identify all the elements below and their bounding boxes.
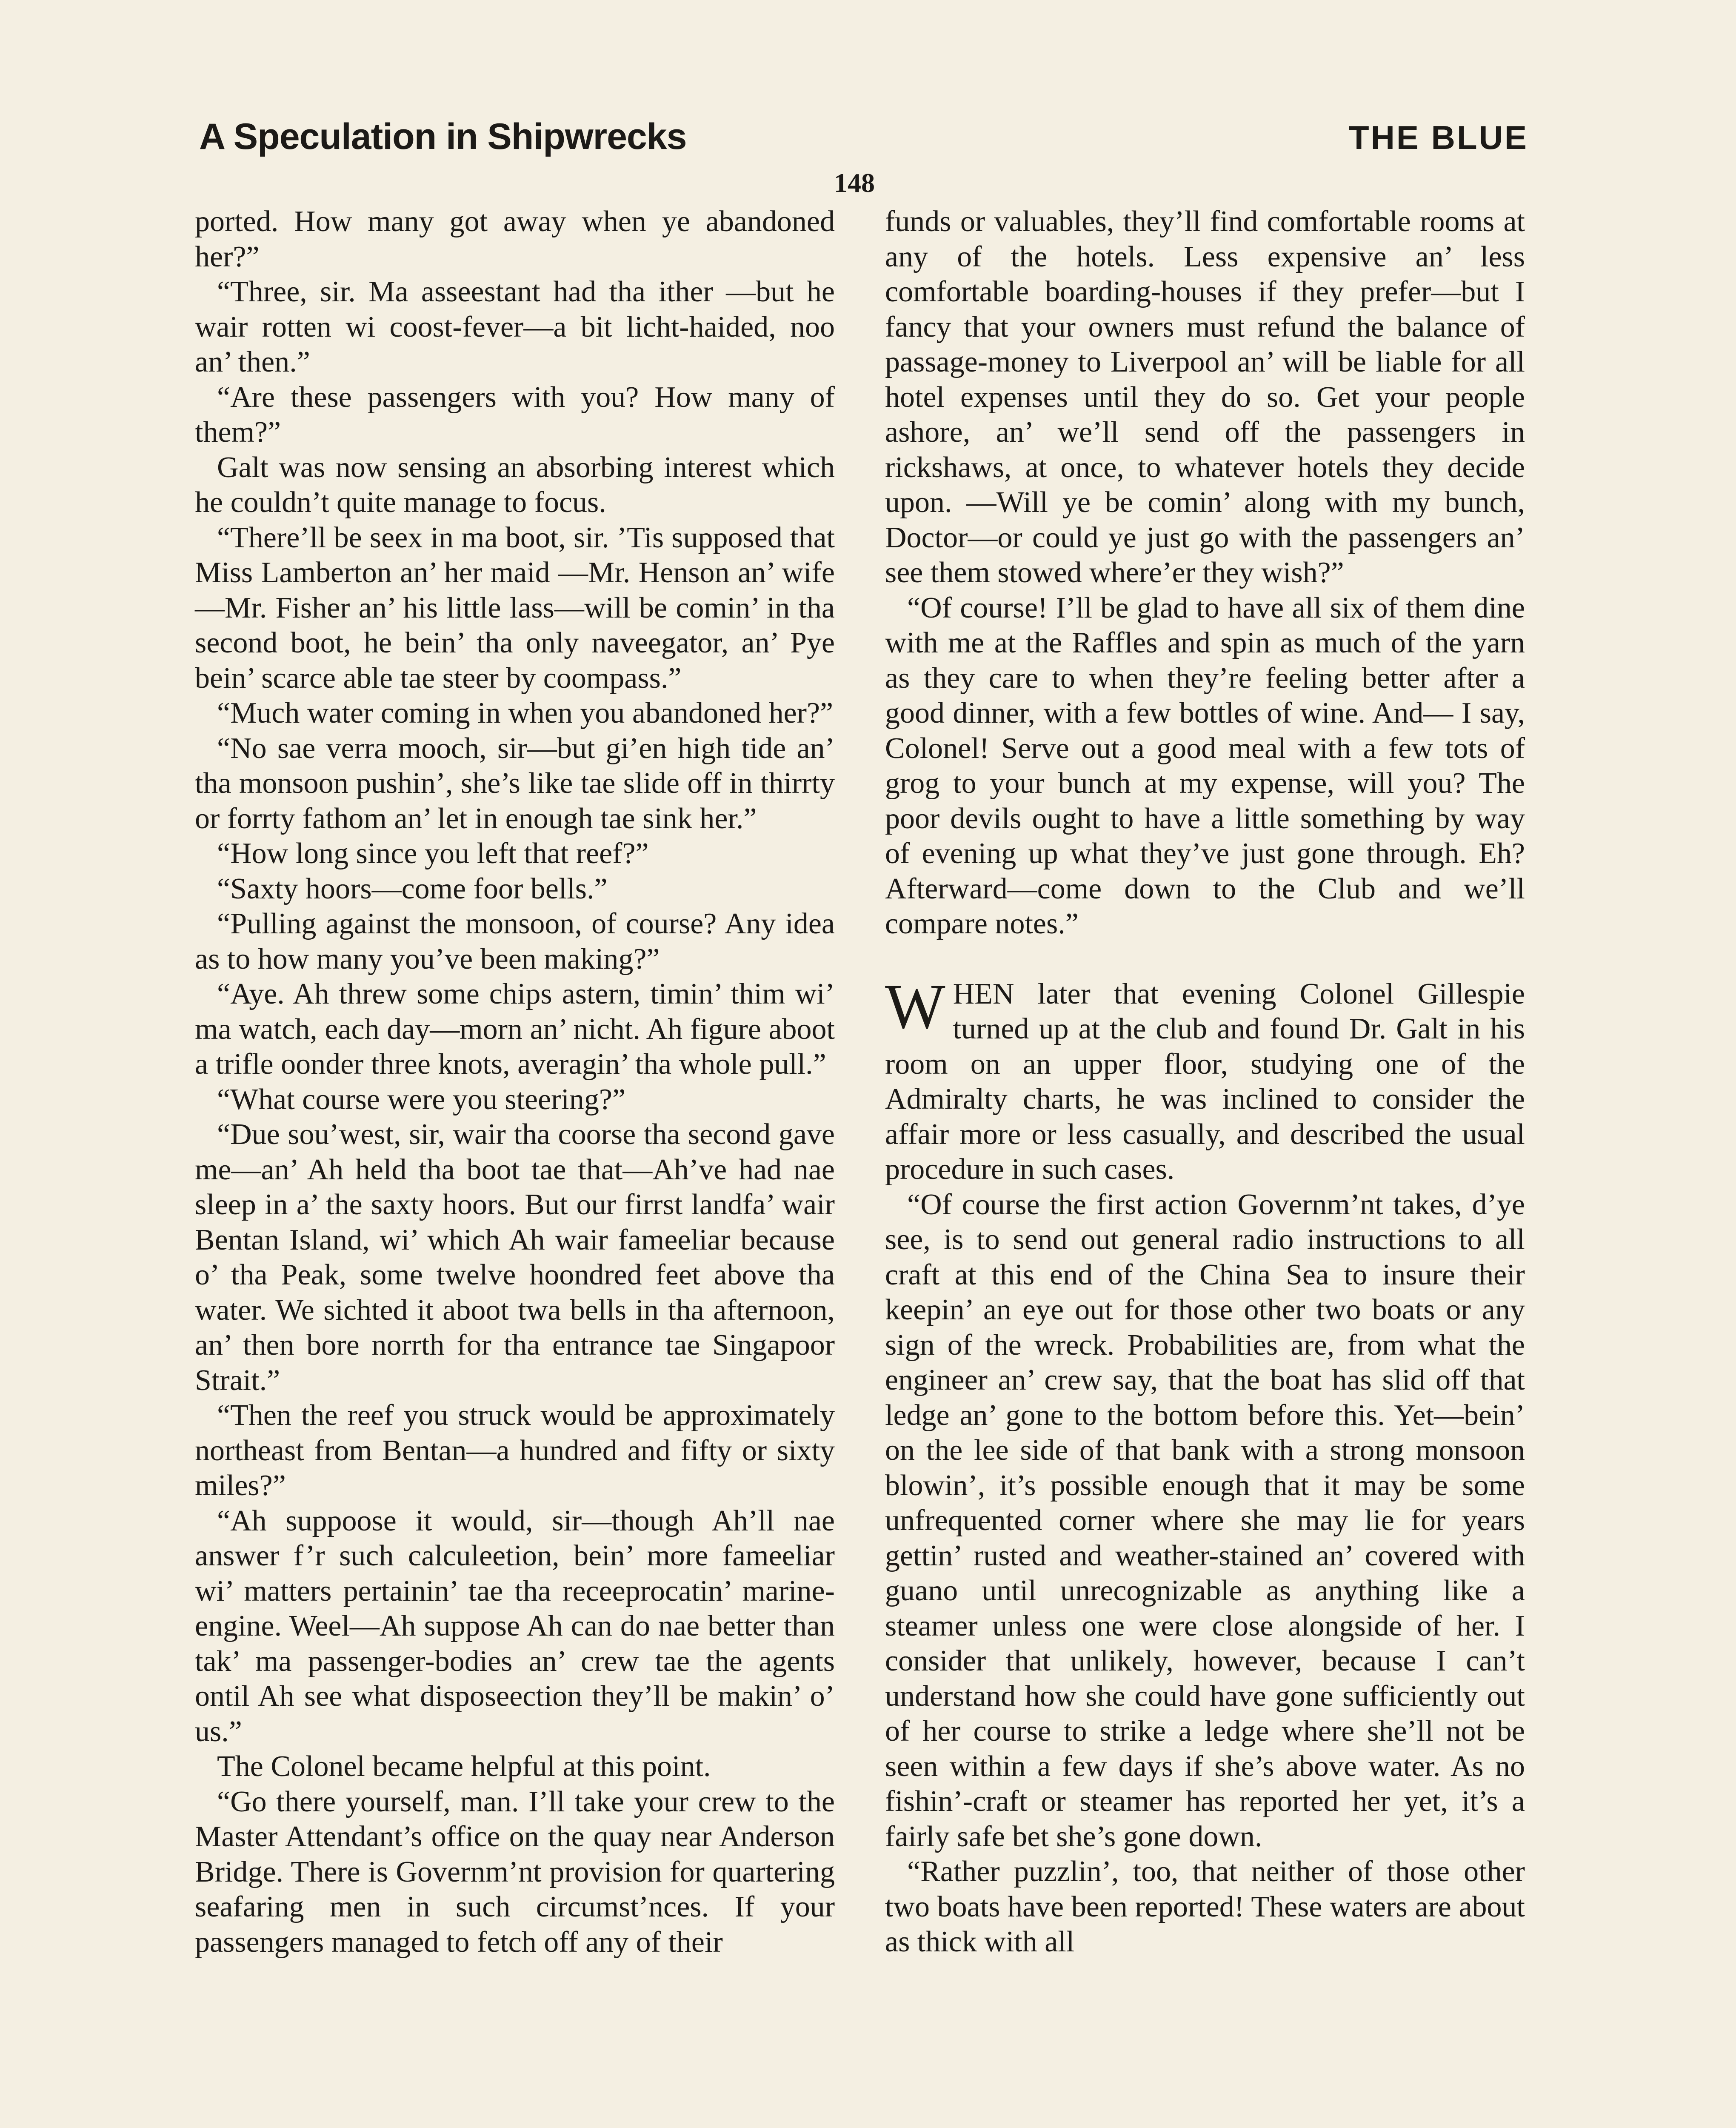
paragraph: “Go there yourself, man. I’ll take your crew to the Master Attendant’s office on the quay near Anderson Bridge. There is Governm’nt provision for quartering seafaring men in such circumst’nces. If your passengers managed to fetch off any of their	[195, 1785, 835, 1959]
drop-cap: W	[885, 971, 945, 1042]
paragraph: “Saxty hoors—come foor bells.”	[217, 872, 608, 905]
paragraph: “Pulling against the monsoon, of course? Any idea as to how many you’ve been making?”	[195, 907, 835, 975]
paragraph: “What course were you steering?”	[217, 1083, 626, 1116]
paragraph: “Then the reef you struck would be approximately northeast from Bentan—a hundred and fifty or sixty miles?”	[195, 1399, 835, 1502]
section-break	[885, 942, 1525, 977]
paragraph: “Ah suppoose it would, sir—though Ah’ll nae answer f’r such calculeetion, bein’ more fameeliar wi’ matters pertainin’ tae tha receeprocatin’ marine-engine. Weel—Ah suppose Ah can do nae better than tak’ ma passenger-bodies an’ crew tae the agents ontil Ah see what disposeection they’ll be makin’ o’ us.”	[195, 1504, 835, 1748]
page-number: 148	[834, 168, 875, 198]
magazine-name: THE BLUE	[1349, 119, 1528, 156]
paragraph: “Of course! I’ll be glad to have all six of them dine with me at the Raffles and spin as much of the yarn as they care to when they’re feeling better after a good dinner, with a few bottles of wine. And— I say, Colonel! Serve out a good meal with a few tots of grog to your bunch at my expense, will you? The poor devils ought to have a little something by way of evening up what they’ve just gone through. Eh? Afterward—come down to the Club and we’ll compare notes.”	[885, 591, 1525, 940]
paragraph: “How long since you left that reef?”	[217, 837, 649, 870]
paragraph: “There’ll be seex in ma boot, sir. ’Tis supposed that Miss Lamberton an’ her maid —Mr. Henson an’ wife—Mr. Fisher an’ his little lass—will be comin’ in tha second boot, he bein’ tha only naveegator, an’ Pye bein’ scarce able tae steer by coompass.”	[195, 521, 835, 695]
paragraph: The Colonel became helpful at this point.	[217, 1750, 711, 1783]
paragraph: “Much water coming in when you abandoned her?”	[217, 697, 834, 729]
paragraph: “No sae verra mooch, sir—but gi’en high tide an’ tha monsoon pushin’, she’s like tae slide off in thirrty or forrty fathom an’ let in enough tae sink her.”	[195, 732, 835, 835]
left-column	[195, 204, 835, 1960]
paragraph: “Of course the first action Governm’nt takes, d’ye see, is to send out general radio instructions to all craft at this end of the China Sea to insure their keepin’ an eye out for those other two boats or any sign of the wreck. Probabilities are, from what the engineer an’ crew say, that the boat has slid off that ledge an’ gone to the bottom before this. Yet—bein’ on the lee side of that bank with a strong monsoon blowin’, it’s possible enough that it may be some unfrequented corner where she may lie for years gettin’ rusted and weather-stained an’ covered with guano until unrecognizable as anything like a steamer unless one were close alongside of her. I consider that unlikely, however, because I can’t understand how she could have gone sufficiently out of her course to strike a ledge where she’ll not be seen within a few days if she’s above water. As no fishin’-craft or steamer has reported her yet, it’s a fairly safe bet she’s gone down.	[885, 1188, 1525, 1853]
paragraph: “Three, sir. Ma asseestant had tha ither —but he wair rotten wi coost-fever—a bit licht-haided, noo an’ then.”	[195, 275, 835, 378]
section-opening-text: HEN later that evening Colonel Gillespie turned up at the club and found Dr. Galt in his room on an upper floor, studying one of the Admiralty charts, he was inclined to consider the affair more or less casually, and described the usual procedure in such cases.	[885, 977, 1525, 1186]
paragraph: “Rather puzzlin’, too, that neither of those other two boats have been reported! These waters are about as thick with all	[885, 1855, 1525, 1958]
paragraph: “Due sou’west, sir, wair tha coorse tha second gave me—an’ Ah held tha boot tae that—Ah’ve had nae sleep in a’ the saxty hoors. But our firrst landfa’ wair Bentan Island, wi’ which Ah wair fameeliar because o’ tha Peak, some twelve hoondred feet above tha water. We sichted it aboot twa bells in tha afternoon, an’ then bore norrth for tha entrance tae Singapoor Strait.”	[195, 1118, 835, 1397]
paragraph: “Are these passengers with you? How many of them?”	[195, 380, 835, 449]
paragraph: Galt was now sensing an absorbing interest which he couldn’t quite manage to focus.	[195, 451, 835, 519]
paragraph: ported. How many got away when ye abandoned her?”	[195, 205, 835, 273]
story-title: A Speculation in Shipwrecks	[199, 116, 687, 157]
right-column	[885, 204, 1525, 1960]
section-opening-paragraph	[885, 971, 1525, 1187]
paragraph: “Aye. Ah threw some chips astern, timin’ thim wi’ ma watch, each day—morn an’ nicht. Ah figure aboot a trifle oonder three knots, averagin’ tha whole pull.”	[195, 978, 835, 1081]
paragraph: funds or valuables, they’ll find comfortable rooms at any of the hotels. Less expensive an’ less comfortable boarding-houses if they prefer—but I fancy that your owners must refund the balance of passage-money to Liverpool an’ will be liable for all hotel expenses until they do so. Get your people ashore, an’ we’ll send off the passengers in rickshaws, at once, to whatever hotels they decide upon. —Will ye be comin’ along with my bunch, Doctor—or could ye just go with the passengers an’ see them stowed where’er they wish?”	[885, 205, 1525, 589]
